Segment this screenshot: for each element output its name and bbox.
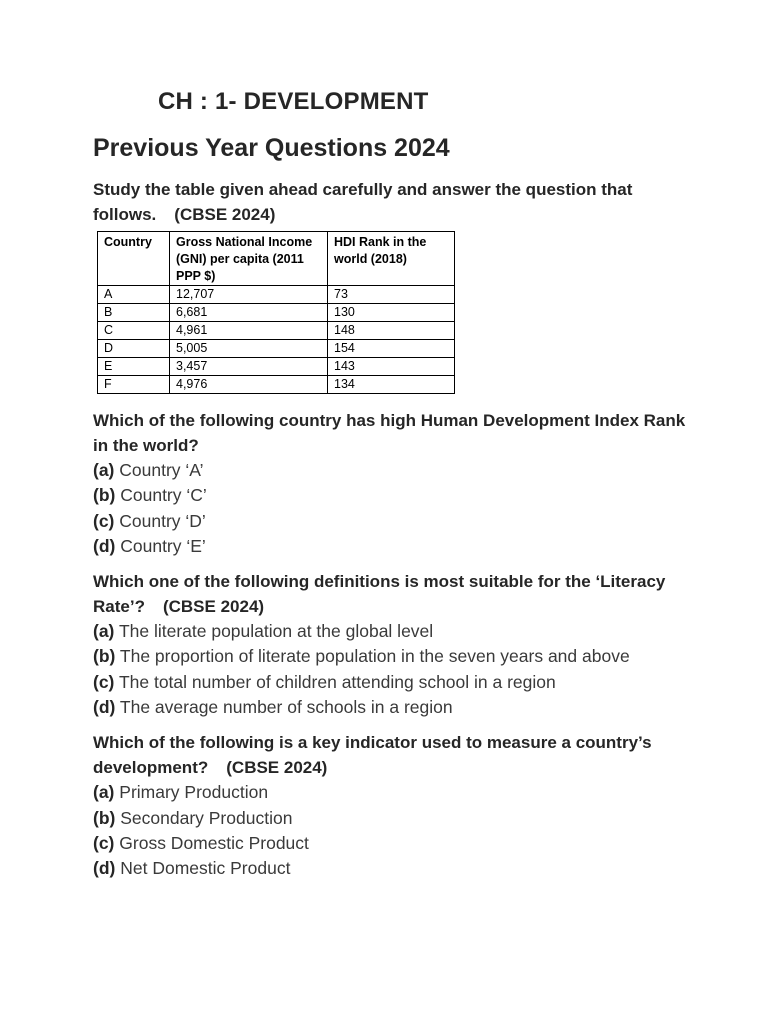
- question-text: Which of the following is a key indicator used to measure a country’s development?: [93, 733, 652, 778]
- table-row: [98, 322, 455, 340]
- question-3: [93, 730, 693, 780]
- cell-hdi: 154: [328, 340, 455, 358]
- cell-hdi: 148: [328, 322, 455, 340]
- cell-gni: 6,681: [170, 304, 328, 322]
- option-label: (c): [93, 832, 115, 853]
- cell-gni: 4,976: [170, 376, 328, 394]
- gni-hdi-table: [97, 231, 455, 394]
- question-list: [93, 177, 693, 882]
- option-text: Country ‘D’: [119, 510, 206, 531]
- option-text: Country ‘E’: [120, 535, 206, 556]
- option-text: The proportion of literate population in the seven years and above: [119, 646, 630, 667]
- table-row: [98, 304, 455, 322]
- table-row: [98, 286, 455, 304]
- chapter-title: CH : 1- DEVELOPMENT: [158, 88, 429, 115]
- option-b: [93, 483, 693, 508]
- exam-tag: (CBSE 2024): [174, 205, 276, 224]
- cell-country: E: [98, 358, 170, 376]
- option-text: The literate population at the global level: [118, 621, 434, 642]
- table-header-row: [98, 232, 455, 286]
- header-country: Country: [98, 232, 170, 286]
- question-2: [93, 569, 693, 619]
- option-label: (a): [93, 621, 115, 642]
- option-c: [93, 509, 693, 534]
- option-text: Country ‘A’: [119, 460, 204, 480]
- table-row: [98, 340, 455, 358]
- option-d: [93, 695, 693, 720]
- option-text: The average number of schools in a region: [119, 697, 453, 718]
- option-label: (c): [93, 510, 115, 531]
- exam-tag: (CBSE 2024): [226, 758, 328, 778]
- cell-hdi: 134: [328, 376, 455, 394]
- option-b: [93, 644, 693, 669]
- cell-gni: 3,457: [170, 358, 328, 376]
- option-label: (d): [93, 858, 116, 879]
- table-row: [98, 358, 455, 376]
- cell-gni: 4,961: [170, 322, 328, 340]
- option-d: [93, 534, 693, 559]
- option-label: (b): [93, 646, 116, 667]
- option-label: (c): [93, 671, 115, 692]
- cell-hdi: 130: [328, 304, 455, 322]
- option-label: (a): [93, 460, 115, 480]
- table-row: [98, 376, 455, 394]
- option-b: [93, 806, 693, 831]
- cell-gni: 12,707: [170, 286, 328, 304]
- option-a: [93, 619, 693, 644]
- option-text: Primary Production: [119, 782, 269, 803]
- option-text: Gross Domestic Product: [119, 832, 309, 853]
- option-c: [93, 670, 693, 695]
- exam-tag: (CBSE 2024): [162, 597, 265, 617]
- option-label: (d): [93, 535, 116, 556]
- question-text: Study the table given ahead carefully and answer the question that follows.: [93, 180, 633, 224]
- option-text: Net Domestic Product: [120, 858, 291, 879]
- question-1-intro: [93, 177, 693, 227]
- option-d: [93, 856, 693, 881]
- header-gni: Gross National Income (GNI) per capita (2011 PPP $): [170, 232, 328, 286]
- page-heading: Previous Year Questions 2024: [93, 134, 450, 162]
- option-label: (d): [93, 697, 116, 718]
- cell-country: B: [98, 304, 170, 322]
- cell-gni: 5,005: [170, 340, 328, 358]
- option-text: Country ‘C’: [120, 485, 207, 506]
- option-text: The total number of children attending school in a region: [118, 671, 556, 692]
- cell-country: D: [98, 340, 170, 358]
- option-c: [93, 831, 693, 856]
- option-label: (b): [93, 807, 116, 828]
- question-text: Which one of the following definitions is most suitable for the ‘Literacy Rate’?: [93, 572, 666, 617]
- option-text: Secondary Production: [120, 807, 293, 828]
- cell-country: A: [98, 286, 170, 304]
- cell-country: C: [98, 322, 170, 340]
- cell-hdi: 143: [328, 358, 455, 376]
- option-label: (a): [93, 782, 115, 803]
- question-1: Which of the following country has high Human Development Index Rank in the world?: [93, 411, 686, 455]
- cell-country: F: [98, 376, 170, 394]
- option-label: (b): [93, 485, 116, 506]
- option-a: [93, 458, 693, 483]
- cell-hdi: 73: [328, 286, 455, 304]
- option-a: [93, 780, 693, 805]
- header-hdi: HDI Rank in the world (2018): [328, 232, 455, 286]
